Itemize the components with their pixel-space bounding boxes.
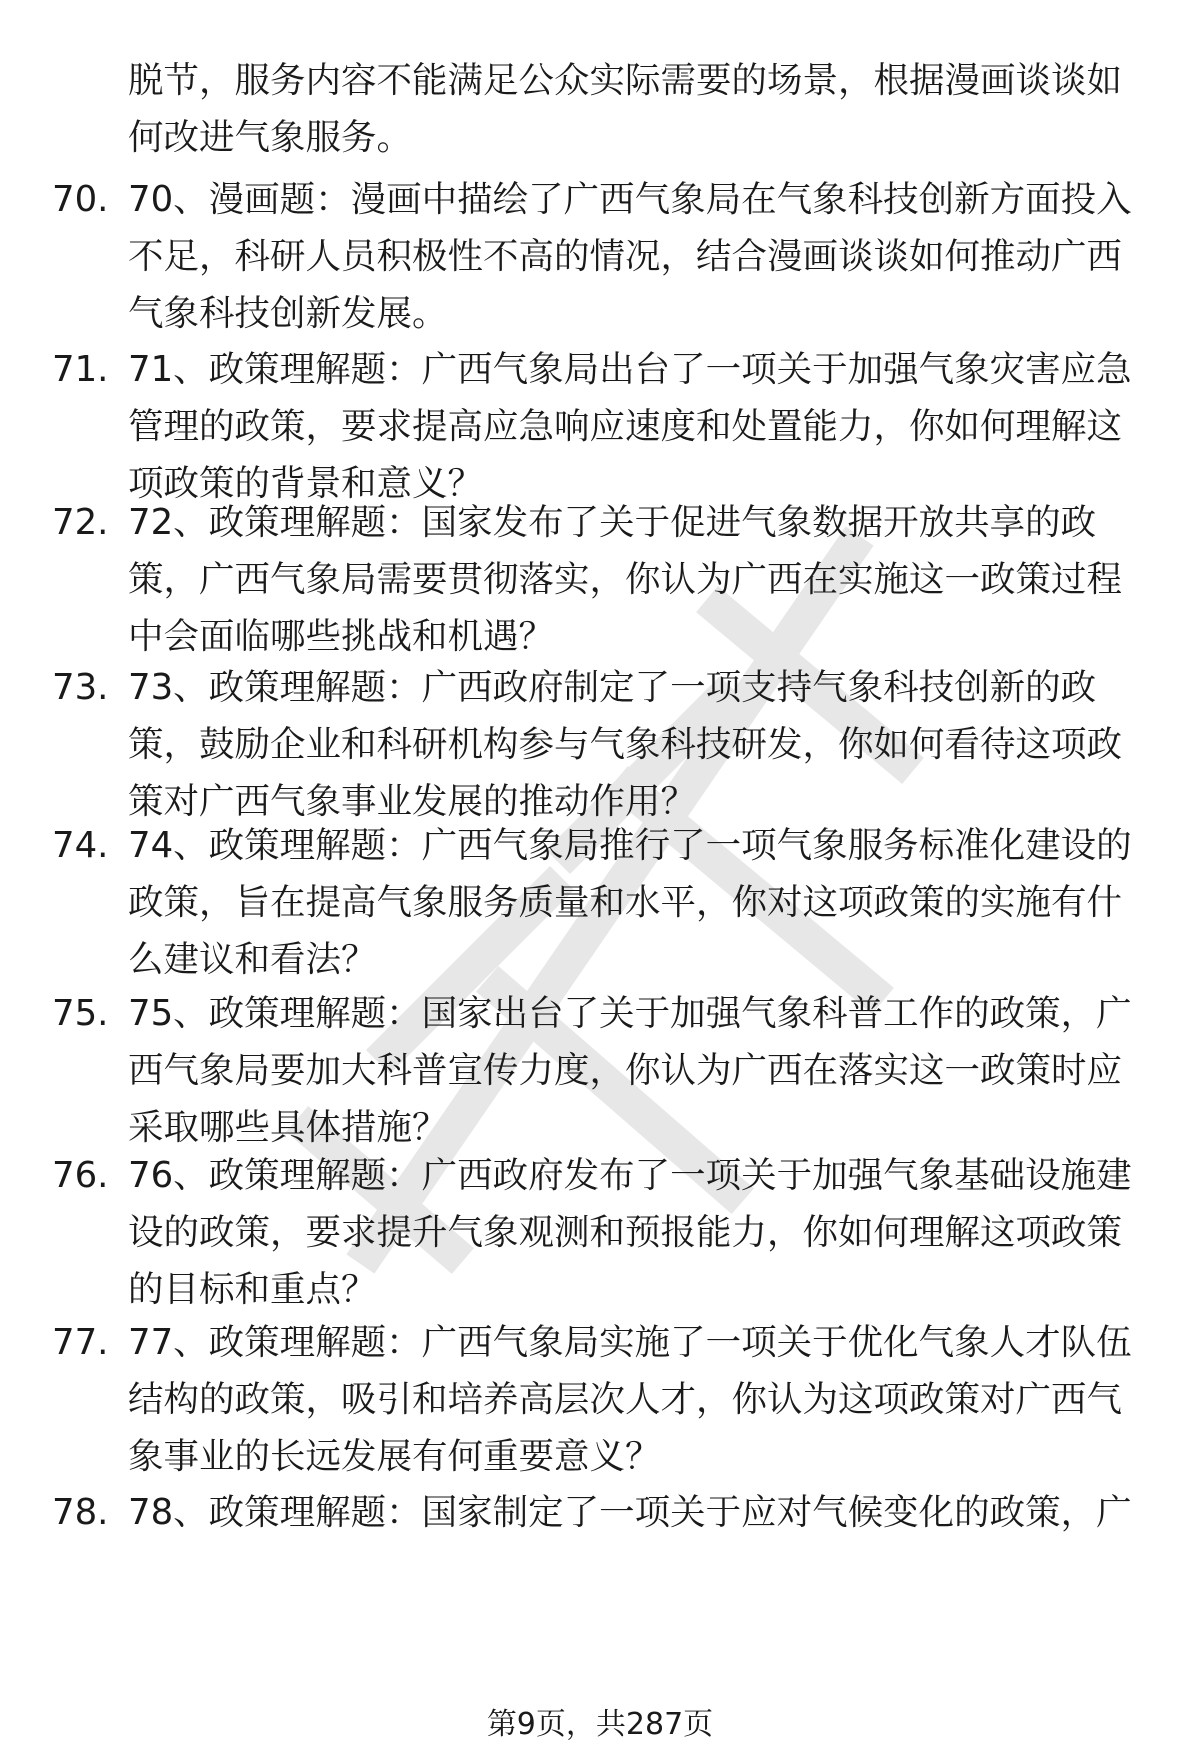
item-number: 78. [52, 1492, 109, 1533]
item-text: 78、政策理解题：国家制定了一项关于应对气候变化的政策，广 [128, 1492, 1132, 1533]
item-text: 77、政策理解题：广西气象局实施了一项关于优化气象人才队伍结构的政策，吸引和培养高层次人才，你认为这项政策对广西气象事业的长远发展有何重要意义？ [128, 1322, 1132, 1477]
continuation-text: 脱节，服务内容不能满足公众实际需要的场景，根据漫画谈谈如何改进气象服务。 [128, 60, 1123, 158]
item-number: 75. [52, 993, 109, 1034]
item-number: 71. [52, 349, 109, 390]
item-text: 75、政策理解题：国家出台了关于加强气象科普工作的政策，广西气象局要加大科普宣传力度，你认为广西在落实这一政策时应采取哪些具体措施？ [128, 993, 1132, 1148]
item-number: 76. [52, 1155, 109, 1196]
item-text: 74、政策理解题：广西气象局推行了一项气象服务标准化建设的政策，旨在提高气象服务质量和水平，你对这项政策的实施有什么建议和看法？ [128, 825, 1132, 980]
item-text: 73、政策理解题：广西政府制定了一项支持气象科技创新的政策，鼓励企业和科研机构参与气象科技研发，你如何看待这项政策对广西气象事业发展的推动作用？ [128, 667, 1123, 822]
item-text: 71、政策理解题：广西气象局出台了一项关于加强气象灾害应急管理的政策，要求提高应急响应速度和处置能力，你如何理解这项政策的背景和意义？ [128, 349, 1132, 504]
item-number: 70. [52, 179, 109, 220]
item-number: 74. [52, 825, 109, 866]
item-text: 72、政策理解题：国家发布了关于促进气象数据开放共享的政策，广西气象局需要贯彻落实，你认为广西在实施这一政策过程中会面临哪些挑战和机遇？ [128, 502, 1123, 657]
item-text: 76、政策理解题：广西政府发布了一项关于加强气象基础设施建设的政策，要求提升气象观测和预报能力，你如何理解这项政策的目标和重点？ [128, 1155, 1132, 1310]
item-text: 70、漫画题：漫画中描绘了广西气象局在气象科技创新方面投入不足，科研人员积极性不高的情况，结合漫画谈谈如何推动广西气象科技创新发展。 [128, 179, 1132, 334]
page-footer: 第9页，共287页 [486, 1707, 714, 1742]
item-number: 77. [52, 1322, 109, 1363]
item-number: 73. [52, 667, 109, 708]
item-number: 72. [52, 502, 109, 543]
